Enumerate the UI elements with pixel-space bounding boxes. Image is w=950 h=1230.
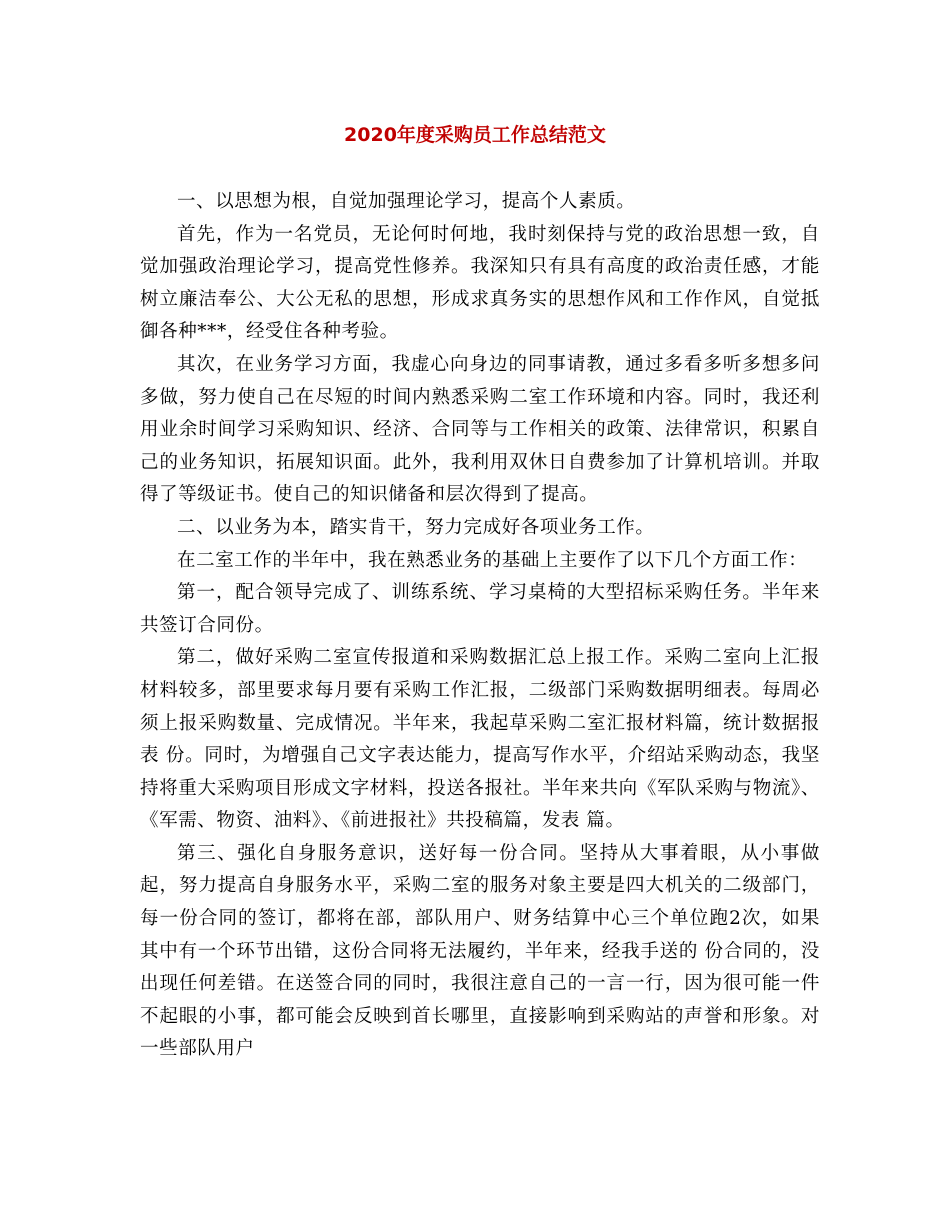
paragraph-section-two-heading: 二、以业务为本，踏实肯干，努力完成好各项业务工作。 xyxy=(177,516,655,538)
paragraph-first-item: 第一，配合领导完成了、训练系统、学习桌椅的大型招标采购任务。半年来共签订合同份。 xyxy=(140,582,820,636)
paragraph-work-intro: 在二室工作的半年中，我在熟悉业务的基础上主要作了以下几个方面工作： xyxy=(177,549,808,571)
document-title: 2020年度采购员工作总结范文 xyxy=(344,124,606,146)
paragraph-business-study: 其次，在业务学习方面，我虚心向身边的同事请教，通过多看多听多想多问多做，努力使自己在尽短的时间内熟悉采购二室工作环境和内容。同时，我还利用业余时间学习采购知识、经济、合同等与工作相关的政策、法律常识，积累自己的业务知识，拓展知识面。此外，我利用双休日自费参加了计算机培训。并取得了等级证书。使自己的知识储备和层次得到了提高。 xyxy=(140,353,820,506)
paragraph-second-item: 第二，做好采购二室宣传报道和采购数据汇总上报工作。采购二室向上汇报材料较多，部里要求每月要有采购工作汇报，二级部门采购数据明细表。每周必须上报采购数量、完成情况。半年来，我起草采购二室汇报材料篇，统计数据报表 份。同时，为增强自己文字表达能力，提高写作水平，介绍站采购动态，我坚持将重大采购项目形成文字材料，投送各报社。半年来共向《军队采购与物流》、《军需、物资、油料》、《前进报社》共投稿篇，发表 篇。 xyxy=(140,647,820,832)
paragraph-political-study: 首先，作为一名党员，无论何时何地，我时刻保持与党的政治思想一致，自觉加强政治理论学习，提高党性修养。我深知只有具有高度的政治责任感，才能树立廉洁奉公、大公无私的思想，形成求真务实的思想作风和工作作风，自觉抵御各种***，经受住各种考验。 xyxy=(140,223,820,343)
paragraph-third-item: 第三、强化自身服务意识，送好每一份合同。坚持从大事着眼，从小事做起，努力提高自身服务水平，采购二室的服务对象主要是四大机关的二级部门，每一份合同的签订，都将在部，部队用户、财务结算中心三个单位跑2次，如果其中有一个环节出错，这份合同将无法履约，半年来，经我手送的 份合同的，没出现任何差错。在送签合同的同时，我很注意自己的一言一行，因为很可能一件不起眼的小事，都可能会反映到首长哪里，直接影响到采购站的声誉和形象。对一些部队用户 xyxy=(140,842,820,1060)
paragraph-section-one-heading: 一、以思想为根，自觉加强理论学习，提高个人素质。 xyxy=(177,191,636,212)
document-body xyxy=(140,186,820,1066)
